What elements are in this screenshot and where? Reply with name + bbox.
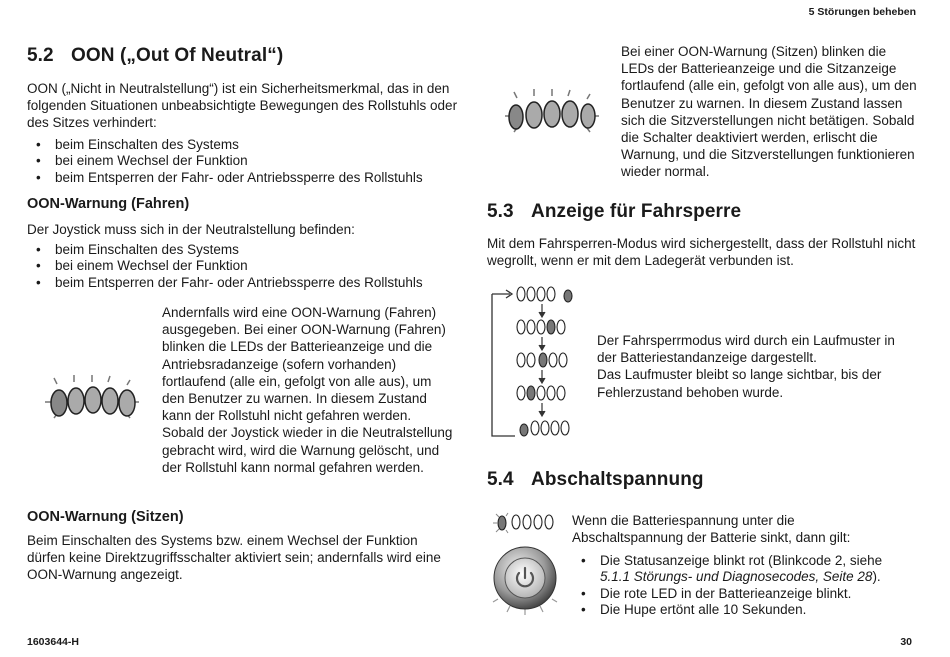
section-title: OON („Out Of Neutral“) <box>71 45 284 66</box>
fahrsperre-intro: Mit dem Fahrsperren-Modus wird sichergestellt, dass der Rollstuhl nicht wegrollt, wenn er mit dem Ladegerät verbunden ist. <box>487 236 916 269</box>
list-item: • Die rote LED in der Batterieanzeige blinkt. <box>572 586 912 602</box>
list-item: • bei einem Wechsel der Funktion <box>27 258 467 274</box>
led-icon <box>51 390 67 416</box>
abschalt-list <box>572 553 912 619</box>
section-number: 5.3 <box>487 201 514 222</box>
cross-reference-link[interactable]: 5.1.1 Störungs- und Diagnosecodes, Seite 28 <box>600 569 873 585</box>
pattern-row <box>517 287 572 302</box>
led-blink-drive-figure <box>40 372 144 422</box>
led-blink-seat-figure <box>500 86 604 136</box>
list-item: • beim Entsperren der Fahr- oder Antriebssperre des Rollstuhls <box>27 275 467 291</box>
pattern-row <box>517 353 567 367</box>
page-number: 30 <box>900 636 912 648</box>
oon-seat-warning: Bei einer OON-Warnung (Sitzen) blinken die LEDs der Batterieanzeige und die Sitzanzeige fortlaufend (alle ein, gefolgt von alle aus), um den Benutzer zu warnen. In diesem Zustand lassen sich die Sitzverstellungen nicht betätigen. Sobald die Schalter deaktiviert werden, erlischt die Warnung, und die Sitzverstellungen funktionieren wieder normal. <box>621 44 917 180</box>
fahrsperre-desc: Der Fahrsperrmodus wird durch ein Laufmuster in der Batteriestandanzeige dargestellt. Das Laufmuster bleibt so lange sichtbar, bis der Fehlerzustand behoben wurde. <box>597 333 895 400</box>
loop-arrow-icon <box>492 290 515 436</box>
list-item: • bei einem Wechsel der Funktion <box>27 153 467 169</box>
pattern-row <box>517 386 565 400</box>
led-icon <box>85 387 101 413</box>
oon-drive-heading: OON-Warnung (Fahren) <box>27 196 190 212</box>
battery-led-row-figure <box>492 510 562 536</box>
led-icon <box>68 388 84 414</box>
list-item <box>572 553 912 586</box>
section-number: 5.4 <box>487 469 514 490</box>
abschalt-intro: Wenn die Batteriespannung unter die Abschaltspannung der Batterie sinkt, dann gilt: <box>572 513 851 546</box>
led-icon <box>523 515 531 529</box>
list-item: • beim Einschalten des Systems <box>27 137 467 153</box>
status-indicator-figure <box>490 544 560 616</box>
list-item-text: Die Statusanzeige blinkt rot (Blinkcode 2, siehe <box>600 553 883 568</box>
running-pattern-diagram <box>490 284 580 442</box>
running-header: 5 Störungen beheben <box>808 6 916 18</box>
document-id: 1603644-H <box>27 636 79 648</box>
led-icon <box>102 388 118 414</box>
oon-intro: OON („Nicht in Neutralstellung“) ist ein Sicherheitsmerkmal, das in den folgenden Situationen unbeabsichtigte Bewegungen des Rollstuhls oder des Sitzes verhindert: <box>27 81 458 131</box>
list-situations-2 <box>27 242 467 291</box>
led-icon <box>119 390 135 416</box>
oon-drive-text: Der Joystick muss sich in der Neutralstellung befinden: <box>27 222 355 237</box>
led-icon <box>581 104 595 128</box>
led-icon <box>526 102 542 128</box>
list-item: • Die Hupe ertönt alle 10 Sekunden. <box>572 602 912 618</box>
led-icon <box>545 515 553 529</box>
section-title: Abschaltspannung <box>531 469 704 490</box>
oon-drive-warning: Andernfalls wird eine OON-Warnung (Fahren) ausgegeben. Bei einer OON-Warnung (Fahren) blinken die LEDs der Batterieanzeige und die Antriebsradanzeige (sofern vorhanden) fortlaufend (alle ein, gefolgt von alle aus), um den Benutzer zu warnen. In diesem Zustand kann der Rollstuhl nicht gefahren werden. Sobald der Joystick wieder in die Neutralstellung gebracht wird, wird die Warnung gelöscht, und der Rollstuhl kann normal gefahren werden. <box>162 305 453 475</box>
section-number: 5.2 <box>27 45 54 66</box>
oon-seat-text: Beim Einschalten des Systems bzw. einem Wechsel der Funktion dürfen keine Direktzugriffsschalter aktiviert sein; andernfalls wird eine OON-Warnung angezeigt. <box>27 533 441 583</box>
pattern-row <box>517 320 565 334</box>
list-item-text: ). <box>872 569 881 585</box>
section-5-3-heading <box>487 201 741 223</box>
section-5-2-heading <box>27 45 283 67</box>
pattern-row <box>520 421 569 436</box>
led-icon <box>534 515 542 529</box>
list-situations-1 <box>27 137 467 186</box>
led-icon <box>562 101 578 127</box>
led-icon <box>498 516 506 530</box>
led-icon <box>544 101 560 127</box>
list-item: • beim Entsperren der Fahr- oder Antriebssperre des Rollstuhls <box>27 170 467 186</box>
section-5-4-heading <box>487 469 704 491</box>
led-icon <box>509 105 523 129</box>
section-title: Anzeige für Fahrsperre <box>531 201 742 222</box>
oon-seat-heading: OON-Warnung (Sitzen) <box>27 509 184 525</box>
led-icon <box>512 515 520 529</box>
list-item: • beim Einschalten des Systems <box>27 242 467 258</box>
